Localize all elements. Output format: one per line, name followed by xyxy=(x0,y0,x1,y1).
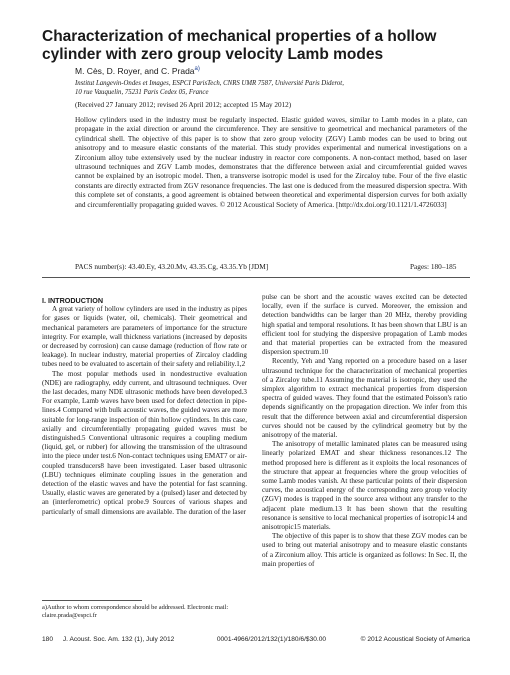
body-paragraph: The most popular methods used in nondestructive evaluation (NDE) are radiography, eddy current, and ultrasound techniques. Over the last decades, many NDE ultrasonic methods have been developed.3 For example, Lamb waves have been used for defect detection in pipe-lines.4 Compared with bulk acoustic waves, the guided waves are more suitable for long-range inspection of thin hollow cylinders. In this case, axially and circumferentially propagating guided waves must be distinguished.5 Conventional ultrasonic requires a coupling medium (liquid, gel, or rubber) for allowing the transmission of the ultrasound into the piece under test.6 Non-contact techniques using EMAT7 or air-coupled transducers8 have been investigated. Laser based ultrasonic (LBU) techniques eliminate coupling issues in the generation and detection of the elastic waves and have the potential for fast scanning. Usually, elastic waves are generated by a (pulsed) laser and detected by an (interferometric) optical probe.9 Sources of various shapes and particularly of small dimensions are available. The duration of the laser xyxy=(42,369,247,516)
section-heading: I. INTRODUCTION xyxy=(42,296,104,305)
header-divider xyxy=(42,277,470,278)
affiliation-line-2: 10 rue Vauquelin, 75231 Paris Cedex 05, France xyxy=(75,89,209,96)
article-code: 0001-4966/2012/132(1)/180/6/$30.00 xyxy=(216,636,327,643)
abstract: Hollow cylinders used in the industry must be regularly inspected. Elastic guided waves, similar to Lamb modes in a plate, can propagate in the axial direction or around the circumference. They are sensitive to geometrical and mechanical parameters of the cylindrical shell. The objective of this paper is to show that zero group velocity (ZGV) Lamb modes can be used to bring out anisotropy and to measure elastic constants of the material. This study provides experimental and numerical investigations on a Zirconium alloy tube extensively used by the nuclear industry in reactor core components. A non-contact method, based on laser ultrasound techniques and ZGV Lamb modes, demonstrates that the difference between axial and circumferential guided waves cannot be explained by an isotropic model. Then, a transverse isotropic model is used for the Zircaloy tube. Four of the five elastic constants are directly extracted from ZGV resonance frequencies. The last one is deduced from the measured dispersion spectra. With this complete set of constants, a good agreement is obtained between theoretical and experimental dispersion curves for both axially and circumferentially propagating guided waves. © 2012 Acoustical Society of America. [http://dx.doi.org/10.1121/1.4726033] xyxy=(75,115,467,209)
right-column xyxy=(262,293,467,569)
pacs-numbers: PACS number(s): 43.40.Ey, 43.20.Mv, 43.35.Cg, 43.35.Yb [JDM] xyxy=(75,262,269,271)
page-range: Pages: 180–185 xyxy=(410,262,457,271)
page-footer xyxy=(42,636,470,643)
body-paragraph: The anisotropy of metallic laminated plates can be measured using linearly polarized EMAT and shear thickness resonances.12 The method proposed here is different as it exploits the local resonances of the structure that appear at frequencies where the group velocities of some Lamb modes vanish. At these particular points of their dispersion curves, the acoustical energy of the corresponding zero group velocity (ZGV) modes is trapped in the source area without any transfer to the adjacent plate medium.13 It has been shown that the resulting resonance is sensitive to local mechanical properties of isotropic14 and anisotropic15 materials. xyxy=(262,440,467,532)
body-paragraph: A great variety of hollow cylinders are used in the industry as pipes for gases or liquids (water, oil, chemicals). Their geometrical and mechanical parameters are parameters of importance for the structure integrity. For example, wall thickness variations (increased by deposits or decreased by corrosion) can cause damage (reduction of flow rate or leakage). In nuclear industry, material properties of Zircaloy cladding tubes need to be evaluated to ascertain of their safety and reliability.1,2 xyxy=(42,305,247,369)
page-number: 180 xyxy=(42,636,54,643)
journal-citation: J. Acoust. Soc. Am. 132 (1), July 2012 xyxy=(62,636,175,643)
body-paragraph: The objective of this paper is to show that these ZGV modes can be used to bring out material anisotropy and to measure elastic constants of a Zirconium alloy. This article is organized as follows: In Sec. II, the main properties of xyxy=(262,532,467,568)
author-list xyxy=(75,66,200,76)
footnote: a)Author to whom correspondence should be addressed. Electronic mail: claire.prada@espci.fr xyxy=(42,604,229,619)
authors-text: M. Cès, D. Royer, and C. Prada xyxy=(75,66,195,76)
footer-left xyxy=(42,636,182,643)
copyright: © 2012 Acoustical Society of America xyxy=(360,636,470,643)
received-dates: (Received 27 January 2012; revised 26 April 2012; accepted 15 May 2012) xyxy=(75,101,292,109)
paper-title: Characterization of mechanical properties of a hollow cylinder with zero group velocity Lamb modes xyxy=(42,28,437,63)
body-paragraph: Recently, Yeh and Yang reported on a procedure based on a laser ultrasound technique for the characterization of mechanical properties of a Zircaloy tube.11 Assuming the material is isotropic, they used the simplex algorithm to extract mechanical properties from dispersion spectra of guided waves. They found that the estimated Poisson's ratio depends significantly on the propagation direction. We infer from this result that the difference between axial and circumferential dispersion curves should not be caused by the cylindrical geometry but by the anisotropy of the material. xyxy=(262,357,467,440)
footnote-divider xyxy=(42,600,142,601)
left-column xyxy=(42,296,247,517)
affiliation xyxy=(75,79,475,97)
author-footnote-mark[interactable]: a) xyxy=(194,66,200,73)
body-paragraph: pulse can be short and the acoustic waves excited can be detected locally, even if the surface is curved. Moreover, the emission and detection bandwidths can be larger than 20 MHz, thereby providing high spatial and temporal resolutions. It has been shown that LBU is an efficient tool for studying the dispersive propagation of Lamb modes and that material properties can be extracted from the measured dispersion spectrum.10 xyxy=(262,293,467,357)
affiliation-line-1: Institut Langevin-Ondes et Images, ESPCI ParisTech, CNRS UMR 7587, Université Paris Diderot, xyxy=(75,80,344,87)
